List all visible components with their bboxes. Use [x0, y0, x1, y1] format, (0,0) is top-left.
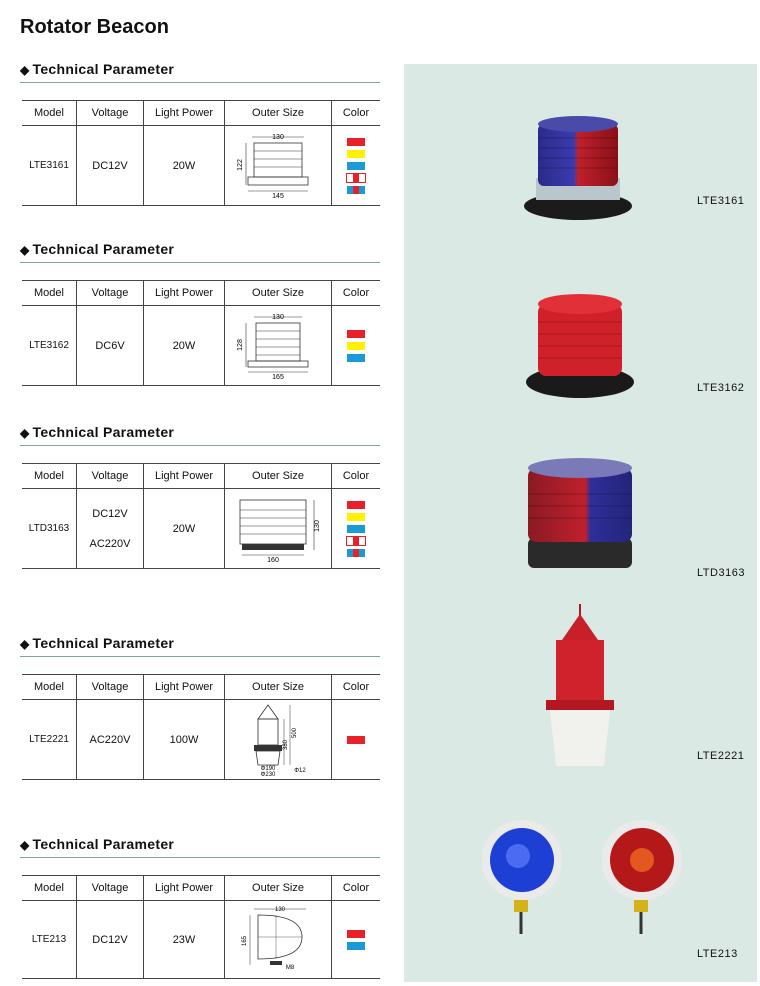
color-swatches [332, 930, 380, 950]
beacon-lte3162-image [524, 290, 636, 402]
dim-base-diameter-label: Φ230 [260, 771, 276, 777]
col-header-model: Model [22, 876, 77, 901]
swatch-red-white [347, 537, 365, 545]
outer-size-cell [225, 306, 332, 386]
page-title: Rotator Beacon [20, 16, 169, 38]
lamp-lte213-red-image [598, 816, 688, 936]
swatch-yellow [347, 342, 365, 350]
product-label: LTE2221 [697, 750, 745, 762]
swatch-red [347, 930, 365, 938]
dim-width-label: 130 [274, 906, 286, 913]
swatch-blue [347, 525, 365, 533]
spec-section [20, 423, 380, 564]
section-heading: ◆ Technical Parameter [20, 635, 175, 651]
power-cell: 100W [144, 700, 225, 780]
spec-section [20, 835, 380, 971]
dim-hole-label: Φ12 [294, 767, 306, 774]
spec-section [20, 240, 380, 381]
beacon-lte2221-image [540, 604, 620, 770]
swatch-red-white [347, 174, 365, 182]
voltage-value: DC12V [92, 507, 128, 520]
dimension-drawing [230, 703, 326, 777]
dimension-drawing [230, 131, 326, 201]
col-header-model: Model [22, 464, 77, 489]
dim-base-label: 145 [272, 192, 284, 200]
col-header-voltage: Voltage [77, 675, 144, 700]
model-cell: LTD3163 [22, 489, 77, 569]
section-divider [20, 445, 380, 446]
section-heading: ◆ Technical Parameter [20, 424, 175, 440]
col-header-power: Light Power [144, 464, 225, 489]
section-divider [20, 656, 380, 657]
dim-height-label: 165 [242, 935, 248, 946]
section-divider [20, 82, 380, 83]
col-header-color: Color [332, 281, 381, 306]
col-header-color: Color [332, 464, 381, 489]
col-header-model: Model [22, 675, 77, 700]
dim-height-label: 130 [314, 519, 321, 532]
spec-table [22, 674, 380, 780]
spec-section [20, 60, 380, 200]
color-cell [332, 700, 381, 780]
table-row [22, 126, 380, 206]
outer-size-cell [225, 126, 332, 206]
color-swatches [332, 138, 380, 194]
swatch-blue [347, 942, 365, 950]
spec-table [22, 280, 380, 386]
col-header-color: Color [332, 876, 381, 901]
table-header-row [22, 876, 380, 901]
dim-total-height-label: 500 [292, 727, 298, 738]
col-header-power: Light Power [144, 876, 225, 901]
dimension-drawing [230, 311, 326, 381]
swatch-red-blue [347, 186, 365, 194]
dim-bolt-label: M8 [285, 964, 295, 971]
product-photo-panel [404, 64, 757, 982]
power-cell: 20W [144, 489, 225, 569]
swatch-red [347, 330, 365, 338]
col-header-power: Light Power [144, 101, 225, 126]
dim-height-label: 128 [237, 338, 244, 351]
table-header-row [22, 464, 380, 489]
col-header-outer-size: Outer Size [225, 101, 332, 126]
voltage-cell: DC12V [77, 901, 144, 979]
col-header-color: Color [332, 675, 381, 700]
model-cell: LTE3162 [22, 306, 77, 386]
voltage-value: AC220V [89, 537, 131, 550]
voltage-cell: DC12V [77, 126, 144, 206]
swatch-blue [347, 354, 365, 362]
diamond-bullet-icon: ◆ [20, 63, 30, 77]
section-heading: ◆ Technical Parameter [20, 241, 175, 257]
dimension-drawing [230, 905, 326, 975]
lamp-lte213-blue-image [478, 816, 568, 936]
dim-base-label: 160 [267, 556, 279, 564]
model-cell: LTE3161 [22, 126, 77, 206]
swatch-blue [347, 162, 365, 170]
section-divider [20, 857, 380, 858]
section-heading: ◆ Technical Parameter [20, 836, 175, 852]
col-header-voltage: Voltage [77, 876, 144, 901]
table-row [22, 700, 380, 780]
spec-table [22, 875, 380, 979]
voltage-cell: DC6V [77, 306, 144, 386]
power-cell: 20W [144, 126, 225, 206]
product-label: LTD3163 [697, 567, 745, 579]
beacon-ltd3163-image [520, 454, 640, 574]
swatch-yellow [347, 513, 365, 521]
product-label: LTE3162 [697, 382, 745, 394]
section-heading: ◆ Technical Parameter [20, 61, 175, 77]
col-header-model: Model [22, 281, 77, 306]
color-cell [332, 489, 381, 569]
swatch-red-blue [347, 549, 365, 557]
table-header-row [22, 101, 380, 126]
table-row [22, 489, 380, 569]
diamond-bullet-icon: ◆ [20, 637, 30, 651]
color-swatches [332, 330, 380, 362]
swatch-red [347, 501, 365, 509]
spec-table [22, 463, 380, 569]
col-header-outer-size: Outer Size [225, 675, 332, 700]
col-header-outer-size: Outer Size [225, 464, 332, 489]
table-header-row [22, 281, 380, 306]
dim-diameter-label: Φ190 [260, 765, 276, 772]
table-header-row [22, 675, 380, 700]
section-divider [20, 262, 380, 263]
col-header-power: Light Power [144, 281, 225, 306]
dim-height-label: 122 [237, 158, 244, 171]
model-cell: LTE2221 [22, 700, 77, 780]
swatch-red [347, 736, 365, 744]
dim-base-label: 165 [272, 373, 284, 381]
swatch-yellow [347, 150, 365, 158]
model-cell: LTE213 [22, 901, 77, 979]
product-label: LTE3161 [697, 195, 745, 207]
voltage-cell: AC220V [77, 700, 144, 780]
col-header-outer-size: Outer Size [225, 876, 332, 901]
table-row [22, 901, 380, 979]
outer-size-cell [225, 901, 332, 979]
col-header-power: Light Power [144, 675, 225, 700]
col-header-voltage: Voltage [77, 464, 144, 489]
diamond-bullet-icon: ◆ [20, 838, 30, 852]
spec-section [20, 634, 380, 777]
voltage-cell [77, 489, 144, 569]
color-cell [332, 126, 381, 206]
col-header-model: Model [22, 101, 77, 126]
table-row [22, 306, 380, 386]
color-cell [332, 306, 381, 386]
color-swatches [332, 501, 380, 557]
dim-width-label: 130 [272, 133, 284, 141]
col-header-outer-size: Outer Size [225, 281, 332, 306]
power-cell: 23W [144, 901, 225, 979]
outer-size-cell [225, 489, 332, 569]
power-cell: 20W [144, 306, 225, 386]
col-header-color: Color [332, 101, 381, 126]
spec-table [22, 100, 380, 206]
dim-width-label: 130 [272, 313, 284, 321]
dim-body-height-label: 380 [283, 739, 289, 750]
col-header-voltage: Voltage [77, 101, 144, 126]
dimension-drawing [230, 494, 326, 564]
color-swatches [332, 736, 380, 744]
col-header-voltage: Voltage [77, 281, 144, 306]
product-label: LTE213 [697, 948, 738, 960]
outer-size-cell [225, 700, 332, 780]
diamond-bullet-icon: ◆ [20, 426, 30, 440]
diamond-bullet-icon: ◆ [20, 243, 30, 257]
beacon-lte3161-image [522, 108, 634, 224]
color-cell [332, 901, 381, 979]
swatch-red [347, 138, 365, 146]
